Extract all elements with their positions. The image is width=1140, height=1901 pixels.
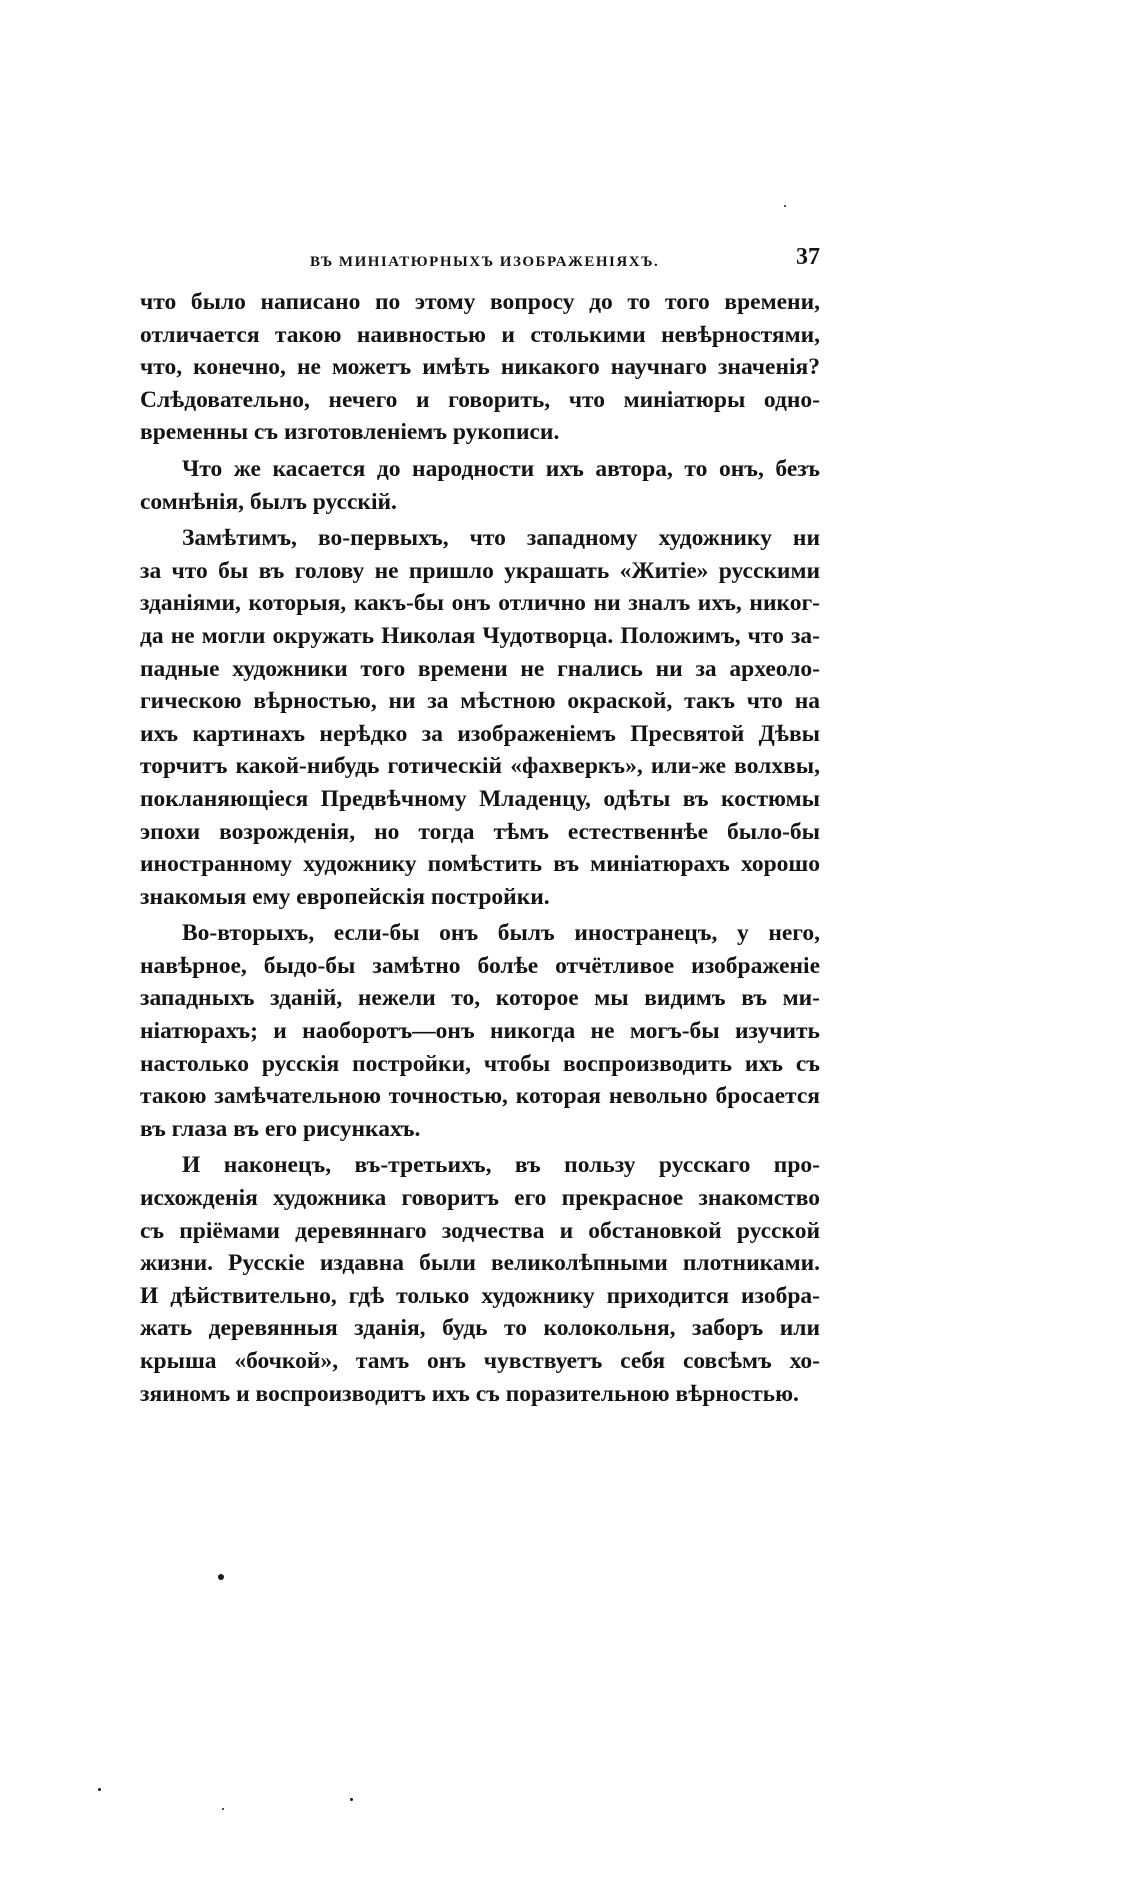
paragraph-2 (140, 453, 820, 518)
text-line: покланяющіеся Предвѣчному Младенцу, одѣты въ костюмы (140, 785, 820, 812)
text-line: зяиномъ и воспроизводитъ ихъ съ поразительною вѣрностью. (140, 1380, 799, 1407)
text-line: ихъ картинахъ нерѣдко за изображеніемъ Пресвятой Дѣвы (140, 720, 820, 747)
text-line: эпохи возрожденія, но тогда тѣмъ естественнѣе было-бы (140, 818, 820, 845)
text-line: Слѣдовательно, нечего и говорить, что миніатюры одно- (140, 386, 820, 413)
text-line: за что бы въ голову не пришло украшать «Житіе» русскими (140, 557, 820, 584)
paragraph-5 (140, 1149, 820, 1410)
scan-speck (784, 205, 786, 207)
text-line: навѣрное, быдо-бы замѣтно болѣе отчётливое изображеніе (140, 952, 820, 979)
text-line: ніатюрахъ; и наоборотъ—онъ никогда не могъ-бы изучить (140, 1018, 820, 1045)
text-line: западныхъ зданій, нежели то, которое мы видимъ въ ми- (140, 985, 820, 1012)
text-line: Во-вторыхъ, если-бы онъ былъ иностранецъ, у него, (182, 920, 820, 947)
scan-speck (222, 1808, 224, 1810)
text-line: съ пріёмами деревяннаго зодчества и обстановкой русской (140, 1217, 820, 1244)
text-line: въ глаза въ его рисункахъ. (140, 1115, 421, 1142)
text-line: крыша «бочкой», тамъ онъ чувствуетъ себя совсѣмъ хо- (140, 1348, 820, 1374)
text-line: знакомыя ему европейскія постройки. (140, 883, 550, 910)
text-line: зданіями, которыя, какъ-бы онъ отлично ни зналъ ихъ, никог- (140, 590, 820, 617)
running-title: ВЪ МИНІАТЮРНЫХЪ ИЗОБРАЖЕНІЯХЪ. (310, 254, 660, 270)
text-line: Что же касается до народности ихъ автора, то онъ, безъ (182, 455, 820, 482)
text-line: временны съ изготовленіемъ рукописи. (140, 419, 560, 446)
text-line: торчитъ какой-нибудь готическій «фахверкъ», или-же волхвы, (140, 753, 820, 780)
text-line: такою замѣчательною точностью, которая невольно бросается (140, 1083, 820, 1110)
paragraph-1 (140, 286, 820, 449)
text-line: жизни. Русскіе издавна были великолѣпными плотниками. (140, 1250, 820, 1277)
page-number: 37 (796, 244, 820, 270)
text-line: И наконецъ, въ-третьихъ, въ пользу русскаго про- (182, 1152, 820, 1179)
text-line: Замѣтимъ, во-первыхъ, что западному художнику ни (182, 525, 820, 552)
text-line: сомнѣнія, былъ русскій. (140, 488, 397, 515)
text-line: исхожденія художника говоритъ его прекрасное знакомство (140, 1185, 820, 1212)
text-line: настолько русскія постройки, чтобы воспроизводить ихъ съ (140, 1050, 820, 1077)
text-line: И дѣйствительно, гдѣ только художнику приходится изобра- (140, 1282, 820, 1309)
paragraph-3 (140, 522, 820, 913)
paragraph-4 (140, 917, 820, 1145)
scan-speck (218, 1574, 224, 1580)
scan-speck (98, 1788, 101, 1791)
text-line: отличается такою наивностью и столькими невѣрностями, (140, 321, 820, 348)
text-line: иностранному художнику помѣстить въ миніатюрахъ хорошо (140, 851, 820, 878)
running-head (140, 244, 820, 284)
text-line: да не могли окружать Николая Чудотворца. Положимъ, что за- (140, 622, 820, 649)
text-line: что было написано по этому вопросу до то того времени, (140, 289, 820, 315)
text-line: жать деревянныя зданія, будь то колокольня, заборъ или (140, 1315, 820, 1342)
text-line: что, конечно, не можетъ имѣть никакого научнаго значенія? (140, 354, 820, 381)
scan-speck (350, 1798, 353, 1801)
body-text (140, 286, 820, 1414)
text-line: падные художники того времени не гнались ни за археоло- (140, 655, 820, 682)
text-line: гическою вѣрностью, ни за мѣстною окраской, такъ что на (140, 688, 820, 715)
